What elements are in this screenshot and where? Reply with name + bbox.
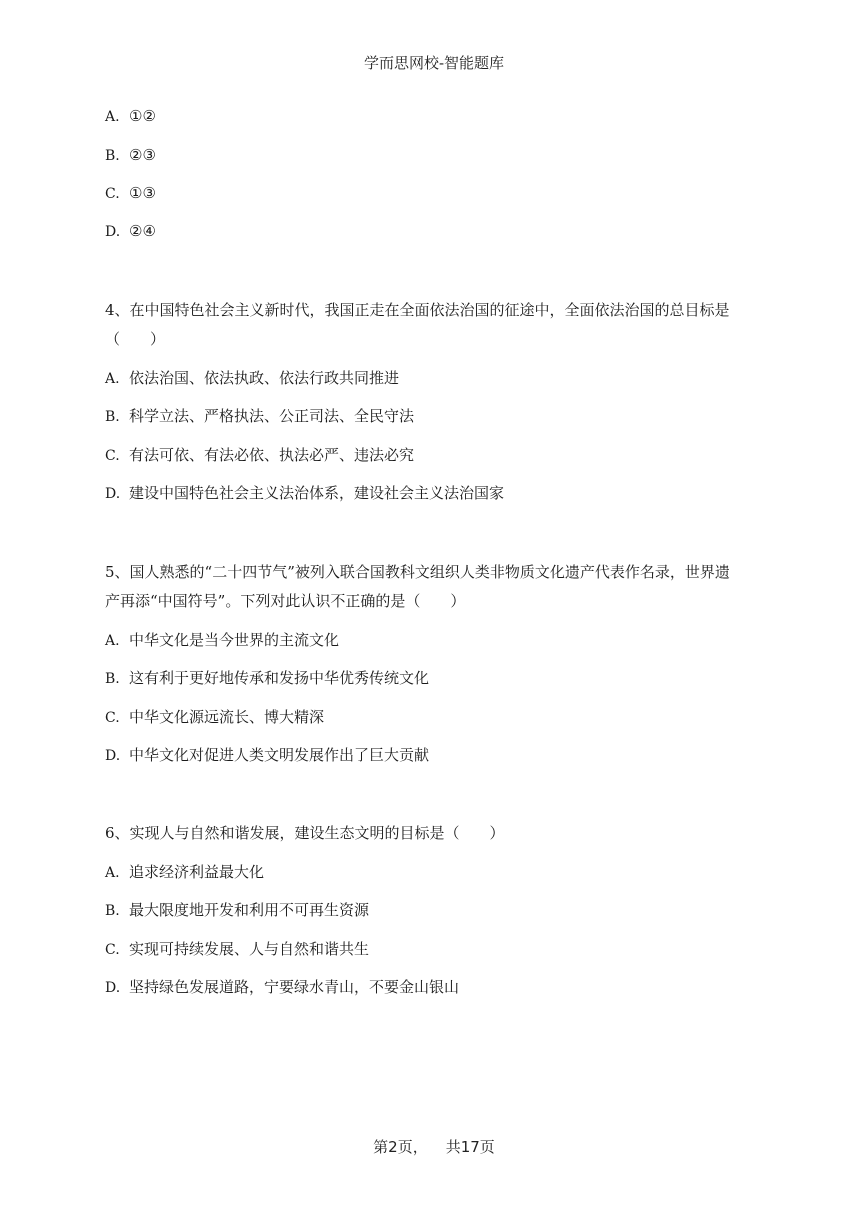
page-footer: [0, 1136, 868, 1157]
option-letter: A.: [105, 865, 120, 881]
option-letter: B.: [105, 903, 120, 919]
option-letter: B.: [105, 671, 120, 687]
question-5-option-a[interactable]: [105, 630, 339, 651]
option-text: 坚持绿色发展道路，宁要绿水青山，不要金山银山: [129, 978, 460, 996]
option-text: 实现可持续发展、人与自然和谐共生: [129, 940, 370, 958]
option-text: 中华文化源远流长、博大精深: [129, 708, 325, 726]
question-5-option-d[interactable]: [105, 745, 429, 766]
option-c[interactable]: [105, 183, 156, 204]
question-6-option-a[interactable]: [105, 862, 264, 883]
option-letter: A.: [105, 109, 120, 125]
option-letter: D.: [105, 224, 121, 240]
option-letter: C.: [105, 448, 120, 464]
question-4-option-a[interactable]: [105, 368, 399, 389]
header-title: 学而思网校-智能题库: [363, 54, 505, 72]
option-letter: C.: [105, 710, 120, 726]
option-text: 有法可依、有法必依、执法必严、违法必究: [129, 446, 415, 464]
option-a[interactable]: [105, 106, 156, 127]
option-letter: B.: [105, 409, 120, 425]
option-text: 建设中国特色社会主义法治体系，建设社会主义法治国家: [129, 484, 505, 502]
option-text: ②④: [129, 222, 156, 240]
question-6-option-c[interactable]: [105, 939, 369, 960]
option-b[interactable]: [105, 145, 156, 166]
option-text: ②③: [129, 146, 156, 164]
option-letter: A.: [105, 371, 120, 387]
option-text: 中华文化对促进人类文明发展作出了巨大贡献: [129, 746, 430, 764]
option-d[interactable]: [105, 221, 156, 242]
question-5-option-b[interactable]: [105, 668, 429, 689]
question-6-option-b[interactable]: [105, 900, 369, 921]
page-header: [0, 52, 868, 73]
question-6-option-d[interactable]: [105, 977, 459, 998]
option-letter: B.: [105, 148, 120, 164]
option-letter: A.: [105, 633, 120, 649]
question-4-option-b[interactable]: [105, 406, 414, 427]
option-letter: D.: [105, 980, 121, 996]
question-4-stem-cont: （ ）: [105, 330, 166, 348]
question-5-option-c[interactable]: [105, 707, 324, 728]
option-text: 依法治国、依法执政、依法行政共同推进: [129, 369, 400, 387]
option-letter: C.: [105, 186, 120, 202]
option-text: 这有利于更好地传承和发扬中华优秀传统文化: [129, 669, 430, 687]
page-number: 第2页，: [373, 1138, 428, 1156]
question-4-option-d[interactable]: [105, 483, 504, 504]
question-5-stem-cont: 产再添“中国符号”。下列对此认识不正确的是（ ）: [105, 592, 466, 610]
option-text: ①②: [129, 107, 156, 125]
question-6-stem: 6、实现人与自然和谐发展，建设生态文明的目标是（ ）: [105, 824, 505, 842]
page-total: 共17页: [445, 1138, 495, 1156]
question-5-stem: 5、国人熟悉的“二十四节气”被列入联合国教科文组织人类非物质文化遗产代表作名录，世界遗: [105, 563, 730, 581]
option-text: 科学立法、严格执法、公正司法、全民守法: [129, 407, 415, 425]
question-4-stem: 4、在中国特色社会主义新时代，我国正走在全面依法治国的征途中，全面依法治国的总目标是: [105, 301, 730, 319]
option-text: 最大限度地开发和利用不可再生资源: [129, 901, 370, 919]
option-text: 中华文化是当今世界的主流文化: [129, 631, 340, 649]
option-text: ①③: [129, 184, 156, 202]
option-letter: C.: [105, 942, 120, 958]
option-text: 追求经济利益最大化: [129, 863, 265, 881]
option-letter: D.: [105, 748, 121, 764]
option-letter: D.: [105, 486, 121, 502]
question-4-option-c[interactable]: [105, 445, 414, 466]
